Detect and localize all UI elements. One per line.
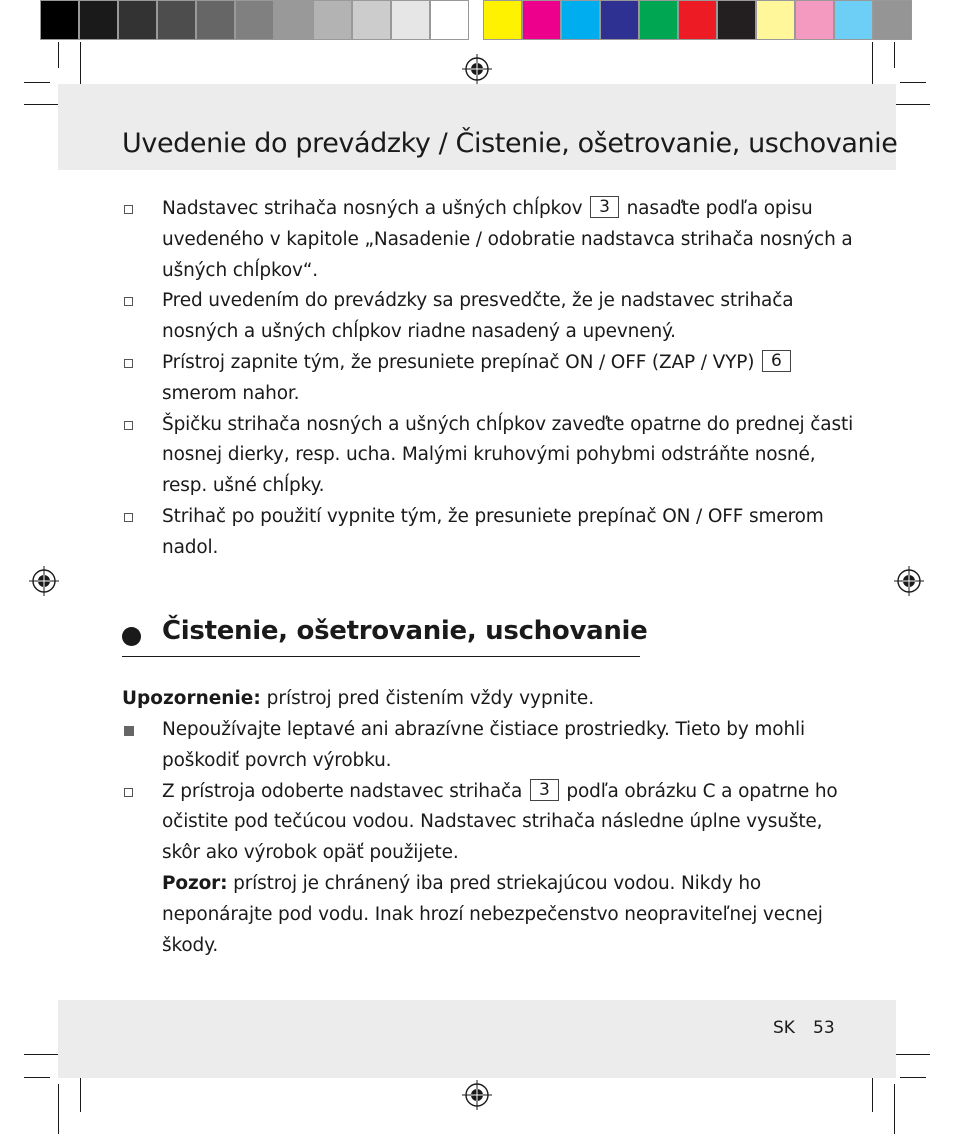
operation-step (122, 348, 862, 410)
checkbox-bullet-icon (124, 297, 133, 306)
step-text: nasaďte podľa opisu uvedeného v kapitole „Nasadenie / odobratie nadstavca strihača nosných a ušných chĺpkov“. (162, 198, 853, 281)
checkbox-bullet-icon (124, 205, 133, 214)
registration-mark-icon (29, 566, 59, 596)
color-swatch (795, 0, 834, 40)
color-swatch (756, 0, 795, 40)
caution-text: prístroj je chránený iba pred striekajúcou vodou. Nikdy ho neponárajte pod vodu. Inak hrozí nebezpečenstvo neopraviteľnej vecnej škody. (162, 872, 823, 956)
warning-label: Upozornenie: (122, 688, 261, 709)
step-text: Z prístroja odoberte nadstavec strihača (162, 780, 528, 802)
crop-mark (58, 42, 59, 68)
color-swatch (483, 0, 522, 40)
step-text: Pred uvedením do prevádzky sa presvedčte, že je nadstavec strihača nosných a ušných chĺpkov riadne nasadený a upevnený. (162, 290, 794, 343)
caution-label: Pozor: (162, 872, 228, 894)
footer-band (58, 1000, 896, 1078)
cleaning-list (122, 715, 862, 961)
gray-swatch (313, 0, 352, 40)
gray-swatch (235, 0, 274, 40)
color-swatch (717, 0, 756, 40)
gray-swatch (391, 0, 430, 40)
crop-mark (890, 104, 930, 105)
step-text: Strihač po použití vypnite tým, že presuniete prepínač ON / OFF smerom nadol. (162, 505, 824, 558)
step-text: Prístroj zapnite tým, že presuniete prepínač ON / OFF (ZAP / VYP) (162, 351, 761, 373)
gray-swatch (79, 0, 118, 40)
operation-steps-list (122, 194, 862, 564)
notice-text: Nepoužívajte leptavé ani abrazívne čistiace prostriedky. Tieto by mohli poškodiť povrch výrobku. (162, 719, 805, 771)
cleaning-step (122, 777, 862, 962)
checkbox-bullet-icon (124, 513, 133, 522)
gray-swatch (196, 0, 235, 40)
gray-swatch (157, 0, 196, 40)
crop-mark (894, 42, 895, 68)
color-swatch (678, 0, 717, 40)
color-swatch (639, 0, 678, 40)
crop-mark (894, 1084, 895, 1134)
checkbox-bullet-icon (124, 788, 133, 797)
operation-step (122, 410, 862, 502)
warning-text: prístroj pred čistením vždy vypnite. (260, 688, 595, 709)
registration-mark-icon (462, 1080, 492, 1110)
color-swatch (873, 0, 912, 40)
checkbox-bullet-icon (124, 359, 133, 368)
gray-swatch (352, 0, 391, 40)
section-heading (122, 616, 648, 657)
registration-mark-icon (462, 54, 492, 84)
part-reference: 3 (530, 779, 559, 801)
gray-swatch (274, 0, 313, 40)
crop-mark (890, 1054, 930, 1055)
page-number: 53 (813, 1018, 835, 1038)
crop-mark (900, 82, 926, 83)
gray-swatch (430, 0, 469, 40)
part-reference: 6 (762, 350, 791, 372)
operation-step (122, 194, 862, 286)
gray-swatch (118, 0, 157, 40)
crop-mark (872, 42, 873, 90)
crop-mark (24, 1077, 50, 1078)
crop-mark (24, 82, 50, 83)
crop-mark (80, 1072, 81, 1112)
crop-mark (80, 42, 81, 90)
process-color-bar (483, 0, 912, 42)
part-reference: 3 (590, 196, 619, 218)
step-text: Nadstavec strihača nosných a ušných chĺpkov (162, 198, 589, 219)
crop-mark (872, 1072, 873, 1112)
language-code: SK (773, 1018, 795, 1038)
warning-line (122, 684, 594, 714)
gray-swatch (40, 0, 79, 40)
color-swatch (834, 0, 873, 40)
section-title: Čistenie, ošetrovanie, uschovanie (162, 616, 648, 646)
step-text: Špičku strihača nosných a ušných chĺpkov zaveďte opatrne do prednej časti nosnej dierky, resp. ucha. Malými kruhovými pohybmi odstráňte nosné, resp. ušné chĺpky. (162, 413, 854, 497)
operation-step (122, 286, 862, 348)
grayscale-color-bar (40, 0, 469, 42)
step-text: podľa obrázku C a opatrne ho očistite pod tečúcou vodou. Nadstavec strihača následne úplne vysušte, skôr ako výrobok opäť použijete. (162, 780, 838, 864)
section-bullet-icon (122, 627, 141, 646)
color-swatch (600, 0, 639, 40)
step-text: smerom nahor. (162, 382, 300, 404)
color-swatch (561, 0, 600, 40)
crop-mark (58, 1084, 59, 1134)
page-title: Uvedenie do prevádzky / Čistenie, ošetrovanie, uschovanie (122, 128, 898, 159)
registration-mark-icon (894, 566, 924, 596)
operation-step (122, 502, 862, 564)
checkbox-bullet-icon (124, 421, 133, 430)
notice-item (122, 715, 862, 777)
crop-mark (900, 1077, 926, 1078)
color-swatch (522, 0, 561, 40)
square-bullet-icon (124, 726, 134, 736)
